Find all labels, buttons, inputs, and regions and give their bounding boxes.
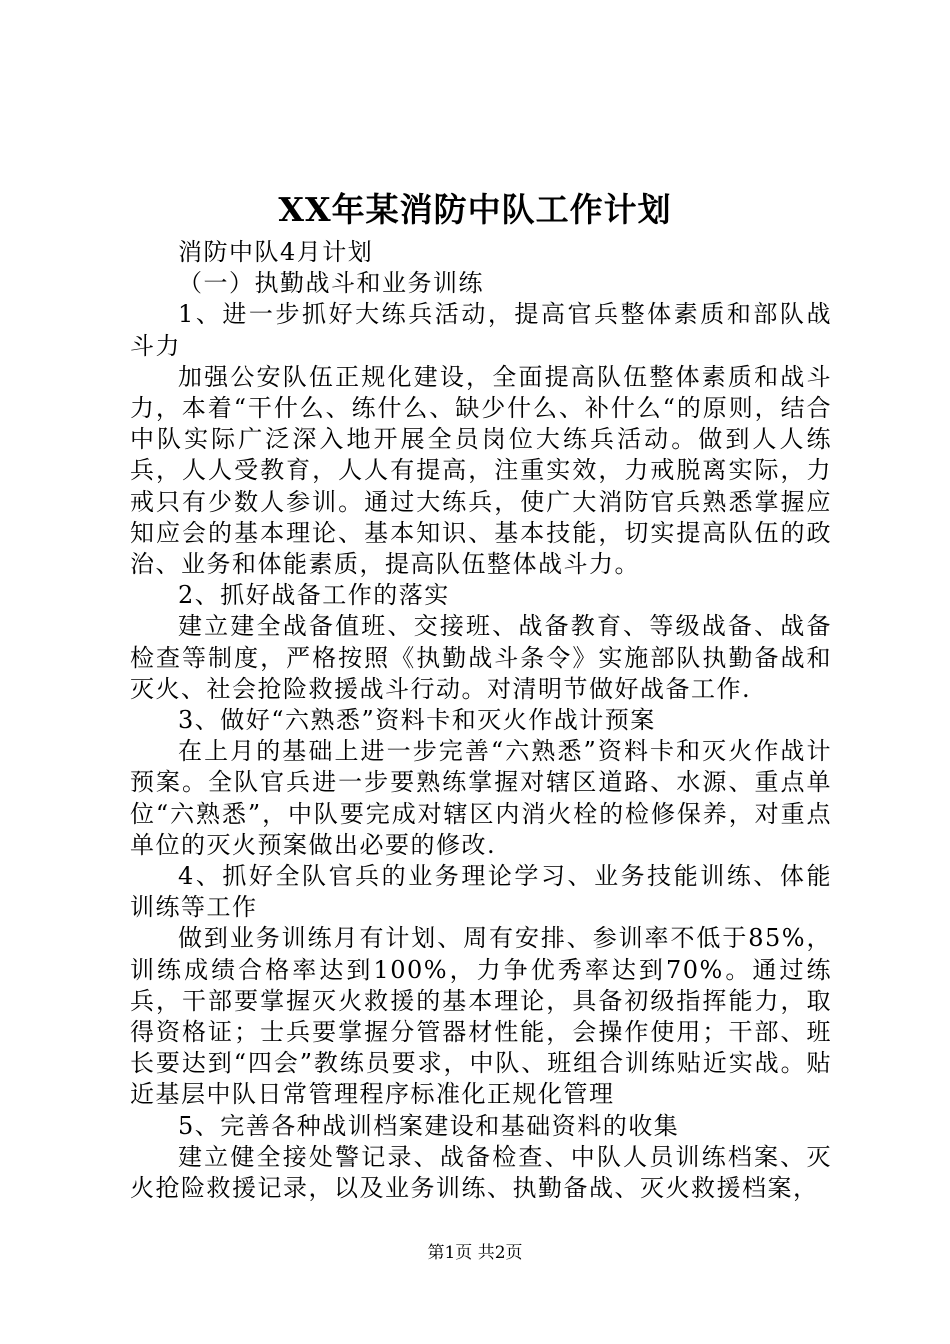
body-paragraph-4: 做到业务训练月有计划、周有安排、参训率不低于85%，训练成绩合格率达到100%，力争优秀率达到70%。通过练兵，干部要掌握灭火救援的基本理论，具备初级指挥能力，取得资格证；士兵要掌握分管器材性能，会操作使用；干部、班长要达到“四会”教练员要求，中队、班组合训练贴近实战。贴近基层中队日常管理程序标准化正规化管理: [130, 924, 832, 1109]
body-paragraph-1: 加强公安队伍正规化建设，全面提高队伍整体素质和战斗力，本着“干什么、练什么、缺少什么、补什么“的原则，结合中队实际广泛深入地开展全员岗位大练兵活动。做到人人练兵，人人受教育，人人有提高，注重实效，力戒脱离实际，力戒只有少数人参训。通过大练兵，使广大消防官兵熟悉掌握应知应会的基本理论、基本知识、基本技能，切实提高队伍的政治、业务和体能素质，提高队伍整体战斗力。: [130, 362, 832, 579]
body-paragraph-5: 建立健全接处警记录、战备检查、中队人员训练档案、灭火抢险救援记录，以及业务训练、执勤备战、灭火救援档案，: [130, 1142, 832, 1203]
item-heading-5: 5、完善各种战训档案建设和基础资料的收集: [178, 1111, 680, 1140]
item-heading-3: 3、做好“六熟悉”资料卡和灭火作战计预案: [178, 706, 656, 735]
item-heading-4: 4、抓好全队官兵的业务理论学习、业务技能训练、体能训练等工作: [130, 862, 832, 922]
item-heading-2: 2、抓好战备工作的落实: [178, 581, 450, 610]
body-paragraph-3: 在上月的基础上进一步完善“六熟悉”资料卡和灭火作战计预案。全队官兵进一步要熟练掌握对辖区道路、水源、重点单位“六熟悉”，中队要完成对辖区内消火栓的检修保养，对重点单位的灭火预案做出必要的修改.: [130, 737, 832, 859]
paragraph-subtitle: 消防中队4月计划: [178, 238, 374, 266]
document-title: XX年某消防中队工作计划: [278, 190, 672, 229]
section-heading-1: （一）执勤战斗和业务训练: [178, 269, 484, 298]
page-footer: 第1页 共2页: [427, 1243, 523, 1263]
document-body: [130, 237, 832, 1204]
body-paragraph-2: 建立建全战备值班、交接班、战备教育、等级战备、战备检查等制度，严格按照《执勤战斗条令》实施部队执勤备战和灭火、社会抢险救援战斗行动。对清明节做好战备工作.: [130, 612, 832, 703]
item-heading-1: 1、进一步抓好大练兵活动，提高官兵整体素质和部队战斗力: [130, 300, 832, 360]
